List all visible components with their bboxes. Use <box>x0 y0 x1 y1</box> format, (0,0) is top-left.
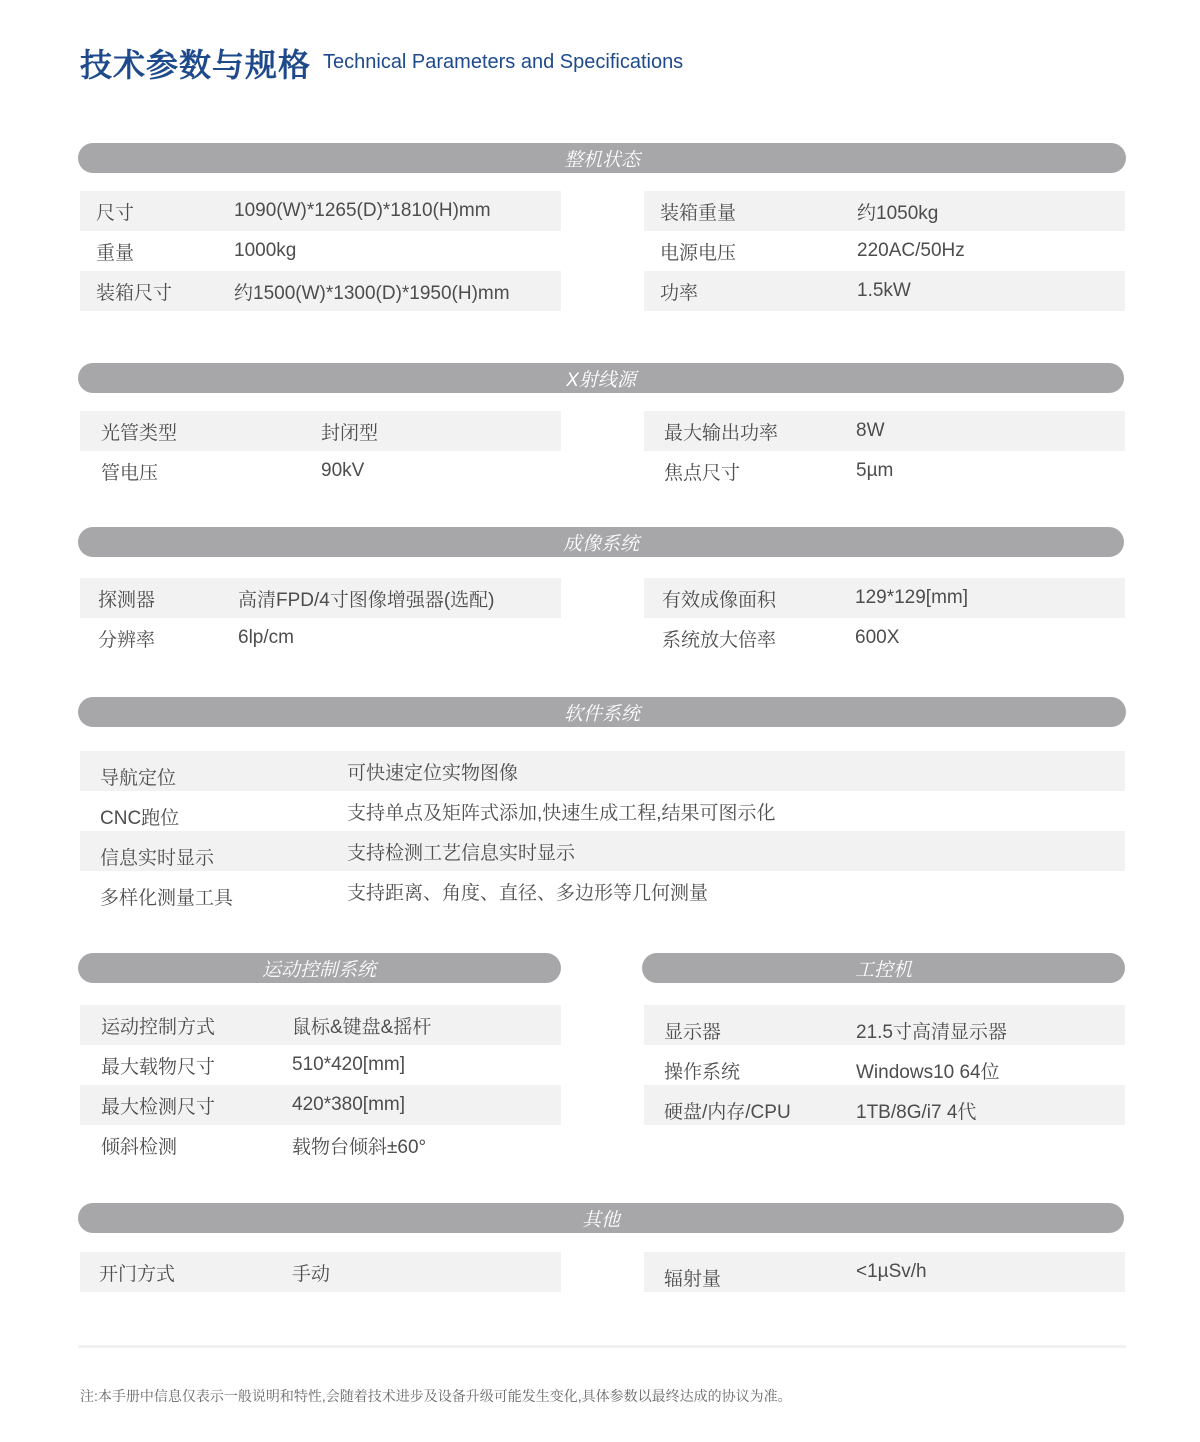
section-header-motion: 运动控制系统 <box>78 953 561 983</box>
spec-value: 鼠标&键盘&摇杆 <box>292 1016 432 1038</box>
spec-label: 管电压 <box>101 462 159 484</box>
spec-row <box>644 231 1125 271</box>
spec-label: 运动控制方式 <box>101 1016 216 1038</box>
spec-row <box>80 1252 561 1292</box>
spec-row <box>644 578 1125 618</box>
spec-value: 129*129[mm] <box>855 587 969 608</box>
spec-label: 显示器 <box>664 1022 722 1043</box>
spec-row <box>80 618 561 658</box>
spec-label: 分辨率 <box>98 629 156 651</box>
spec-label: 最大检测尺寸 <box>101 1096 216 1118</box>
spec-value: 1.5kW <box>857 280 911 301</box>
spec-label: 装箱尺寸 <box>96 282 173 304</box>
spec-label: 导航定位 <box>100 768 177 789</box>
section-header-xray: X射线源 <box>78 363 1124 393</box>
spec-row <box>80 1085 561 1125</box>
spec-label: 尺寸 <box>96 202 135 224</box>
spec-value: 6lp/cm <box>238 627 294 648</box>
spec-row <box>80 871 1125 911</box>
spec-label: 电源电压 <box>660 242 737 264</box>
spec-value: 载物台倾斜±60° <box>292 1136 427 1158</box>
spec-value: Windows10 64位 <box>856 1062 1000 1083</box>
spec-row <box>80 578 561 618</box>
spec-value: 约1050kg <box>857 202 939 224</box>
spec-value: 90kV <box>321 460 365 481</box>
spec-value: 约1500(W)*1300(D)*1950(H)mm <box>234 282 510 304</box>
spec-value: 高清FPD/4寸图像增强器(选配) <box>238 589 495 611</box>
spec-label: 最大载物尺寸 <box>101 1056 216 1078</box>
spec-label: 焦点尺寸 <box>664 462 741 484</box>
spec-row <box>80 831 1125 871</box>
spec-row <box>80 1045 561 1085</box>
spec-value: 手动 <box>292 1263 331 1285</box>
spec-row <box>644 411 1125 451</box>
spec-value: 支持距离、角度、直径、多边形等几何测量 <box>347 882 709 904</box>
spec-label: CNC跑位 <box>100 808 180 829</box>
spec-value: 1090(W)*1265(D)*1810(H)mm <box>234 200 491 221</box>
spec-row <box>644 1252 1125 1292</box>
spec-value: 5µm <box>856 460 894 481</box>
spec-value: 510*420[mm] <box>292 1054 406 1075</box>
section-header-machine: 整机状态 <box>78 143 1126 173</box>
spec-row <box>80 1125 561 1165</box>
spec-row <box>80 231 561 271</box>
spec-value: 1000kg <box>234 240 297 261</box>
spec-value: 420*380[mm] <box>292 1094 406 1115</box>
spec-label: 光管类型 <box>101 422 178 444</box>
spec-row <box>80 191 561 231</box>
spec-value: 8W <box>856 420 885 441</box>
spec-row <box>644 271 1125 311</box>
spec-label: 有效成像面积 <box>662 589 777 611</box>
footer-note: 注:本手册中信息仅表示一般说明和特性,会随着技术进步及设备升级可能发生变化,具体参数以最终达成的协议为准。 <box>80 1388 792 1404</box>
section-header-software: 软件系统 <box>78 697 1126 727</box>
spec-label: 功率 <box>660 282 699 304</box>
spec-row <box>644 191 1125 231</box>
spec-label: 辐射量 <box>664 1269 722 1290</box>
spec-label: 开门方式 <box>99 1263 176 1285</box>
page-title: 技术参数与规格 <box>80 47 312 83</box>
footer-divider <box>78 1345 1126 1348</box>
spec-row <box>80 751 1125 791</box>
spec-label: 探测器 <box>98 589 156 611</box>
spec-value: 支持单点及矩阵式添加,快速生成工程,结果可图示化 <box>347 802 776 824</box>
spec-label: 系统放大倍率 <box>662 629 777 651</box>
spec-value: 21.5寸高清显示器 <box>856 1022 1007 1043</box>
section-header-ipc: 工控机 <box>642 953 1125 983</box>
spec-value: 600X <box>855 627 900 648</box>
spec-label: 硬盘/内存/CPU <box>664 1102 791 1123</box>
spec-label: 操作系统 <box>664 1062 741 1083</box>
spec-row <box>80 271 561 311</box>
spec-value: 可快速定位实物图像 <box>347 762 519 784</box>
spec-row <box>80 411 561 451</box>
spec-row <box>644 1085 1125 1125</box>
spec-value: 支持检测工艺信息实时显示 <box>347 842 576 864</box>
spec-row <box>80 791 1125 831</box>
spec-label: 重量 <box>96 242 135 264</box>
spec-value: 220AC/50Hz <box>857 240 965 261</box>
spec-value: 1TB/8G/i7 4代 <box>856 1102 977 1123</box>
spec-row <box>644 1045 1125 1085</box>
spec-value: <1µSv/h <box>856 1261 927 1282</box>
section-header-other: 其他 <box>78 1203 1124 1233</box>
spec-label: 装箱重量 <box>660 202 737 224</box>
spec-label: 信息实时显示 <box>100 848 215 869</box>
spec-row <box>644 1005 1125 1045</box>
spec-label: 多样化测量工具 <box>100 888 234 909</box>
section-header-imaging: 成像系统 <box>78 527 1124 557</box>
spec-row <box>80 451 561 491</box>
spec-row <box>644 451 1125 491</box>
spec-value: 封闭型 <box>321 422 379 444</box>
spec-row <box>644 618 1125 658</box>
spec-label: 倾斜检测 <box>101 1136 178 1158</box>
spec-row <box>80 1005 561 1045</box>
spec-label: 最大输出功率 <box>664 422 779 444</box>
page-subtitle: Technical Parameters and Specifications <box>323 51 684 73</box>
